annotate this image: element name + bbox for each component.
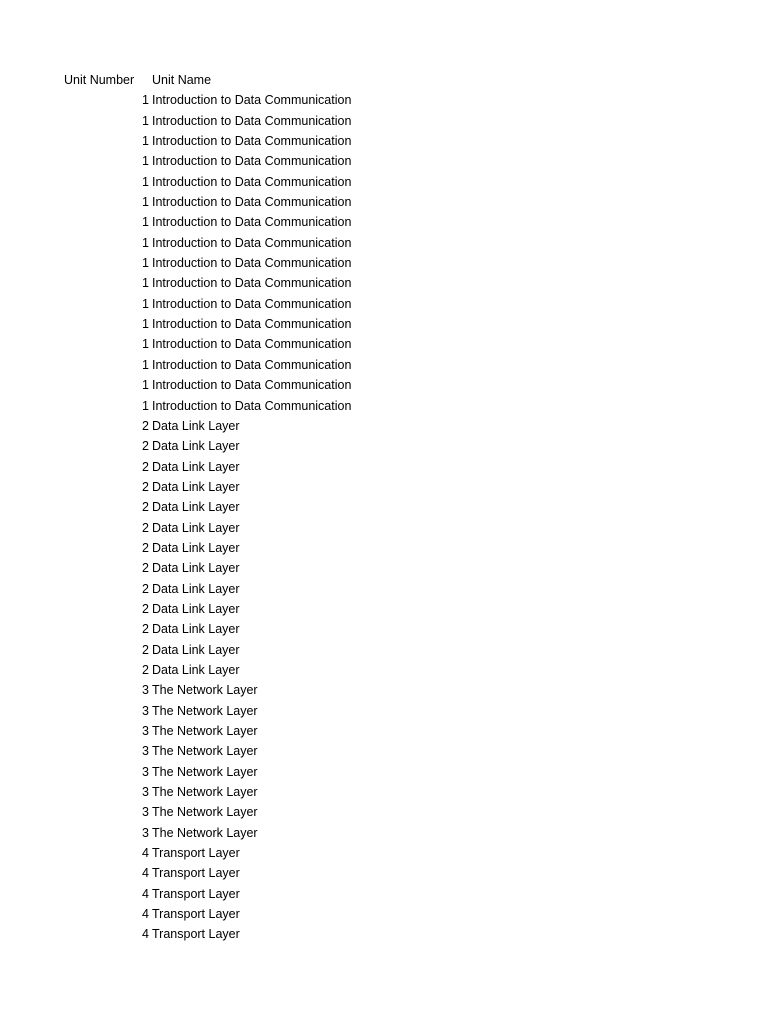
unit-number-cell: 3	[142, 683, 149, 698]
unit-name-cell: Data Link Layer	[152, 479, 240, 494]
table-row	[0, 192, 768, 212]
unit-number-cell: 4	[142, 907, 149, 922]
unit-name-cell: The Network Layer	[152, 785, 258, 800]
unit-number-cell: 3	[142, 724, 149, 738]
unit-name-cell: Introduction to Data Communication	[152, 154, 352, 169]
table-row	[0, 904, 768, 924]
unit-number-cell: 1	[142, 195, 149, 210]
unit-number-cell: 2	[142, 459, 149, 474]
unit-name-cell: Introduction to Data Communication	[152, 256, 352, 271]
table-row	[0, 436, 768, 456]
unit-number-cell: 1	[142, 154, 149, 169]
unit-name-cell: Data Link Layer	[152, 642, 240, 657]
table-row	[0, 823, 768, 843]
table-row	[0, 477, 768, 497]
table-row	[0, 680, 768, 700]
unit-name-cell: Introduction to Data Communication	[152, 195, 352, 210]
unit-name-cell: Introduction to Data Communication	[152, 357, 352, 372]
table-row	[0, 640, 768, 660]
unit-number-cell: 1	[142, 317, 149, 332]
unit-name-cell: Introduction to Data Communication	[152, 317, 352, 332]
table-row	[0, 396, 768, 416]
unit-name-cell: Introduction to Data Communication	[152, 378, 352, 393]
table-row	[0, 863, 768, 883]
table-row	[0, 172, 768, 192]
unit-name-cell: The Network Layer	[152, 764, 258, 779]
unit-name-cell: Transport Layer	[152, 866, 240, 881]
table-row	[0, 273, 768, 293]
unit-name-cell: Data Link Layer	[152, 520, 240, 535]
table-row	[0, 518, 768, 538]
unit-name-cell: Data Link Layer	[152, 662, 240, 677]
table-row	[0, 497, 768, 517]
unit-number-cell: 3	[142, 703, 149, 718]
header-unit-name: Unit Name	[152, 73, 212, 87]
table-row	[0, 334, 768, 354]
unit-name-cell: The Network Layer	[152, 703, 258, 718]
unit-number-cell: 2	[142, 439, 149, 454]
unit-number-cell: 4	[142, 927, 149, 942]
unit-number-cell: 3	[142, 785, 149, 800]
unit-number-cell: 1	[142, 215, 149, 230]
unit-name-cell: The Network Layer	[152, 744, 258, 759]
unit-name-cell: The Network Layer	[152, 805, 258, 820]
unit-name-cell: Introduction to Data Communication	[152, 398, 352, 413]
table-row	[0, 314, 768, 334]
table-row	[0, 619, 768, 639]
table-row	[0, 294, 768, 314]
unit-name-cell: Introduction to Data Communication	[152, 113, 352, 128]
unit-number-cell: 2	[142, 561, 149, 576]
table-row	[0, 599, 768, 619]
table-row	[0, 558, 768, 578]
unit-name-cell: Transport Layer	[152, 927, 240, 942]
table-row	[0, 253, 768, 273]
unit-number-cell: 2	[142, 540, 149, 555]
table-row	[0, 843, 768, 863]
unit-name-cell: The Network Layer	[152, 724, 258, 738]
unit-name-cell: Introduction to Data Communication	[152, 296, 352, 311]
table-row	[0, 538, 768, 558]
unit-number-cell: 2	[142, 500, 149, 515]
table-row	[0, 924, 768, 944]
unit-number-cell: 3	[142, 744, 149, 759]
unit-number-cell: 1	[142, 134, 149, 149]
table-row	[0, 233, 768, 253]
unit-number-cell: 1	[142, 296, 149, 311]
table-row	[0, 457, 768, 477]
header-unit-number: Unit Number	[64, 73, 135, 87]
table-row	[0, 660, 768, 680]
table-row	[0, 741, 768, 761]
table-row	[0, 701, 768, 721]
unit-name-cell: Transport Layer	[152, 886, 240, 901]
table-row	[0, 416, 768, 436]
unit-number-cell: 2	[142, 642, 149, 657]
unit-number-cell: 1	[142, 398, 149, 413]
unit-number-cell: 1	[142, 337, 149, 352]
table-row	[0, 762, 768, 782]
unit-number-cell: 1	[142, 235, 149, 250]
table-header-row	[0, 70, 768, 90]
unit-number-cell: 1	[142, 174, 149, 189]
unit-name-cell: Introduction to Data Communication	[152, 215, 352, 230]
unit-number-cell: 2	[142, 520, 149, 535]
unit-number-cell: 2	[142, 622, 149, 637]
table-row	[0, 90, 768, 110]
table-row	[0, 375, 768, 395]
unit-name-cell: Introduction to Data Communication	[152, 337, 352, 352]
unit-number-cell: 1	[142, 357, 149, 372]
unit-name-cell: The Network Layer	[152, 683, 258, 698]
table-row	[0, 884, 768, 904]
table-row	[0, 579, 768, 599]
unit-name-cell: Data Link Layer	[152, 601, 240, 616]
unit-name-cell: Introduction to Data Communication	[152, 174, 352, 189]
unit-name-cell: Transport Layer	[152, 907, 240, 922]
unit-table	[0, 70, 768, 945]
unit-number-cell: 3	[142, 764, 149, 779]
table-row	[0, 802, 768, 822]
unit-name-cell: Data Link Layer	[152, 418, 240, 433]
table-row	[0, 151, 768, 171]
unit-name-cell: Introduction to Data Communication	[152, 235, 352, 250]
unit-name-cell: Introduction to Data Communication	[152, 134, 352, 149]
unit-number-cell: 4	[142, 886, 149, 901]
unit-number-cell: 4	[142, 866, 149, 881]
table-row	[0, 355, 768, 375]
table-row	[0, 212, 768, 232]
unit-number-cell: 1	[142, 378, 149, 393]
unit-name-cell: Data Link Layer	[152, 500, 240, 515]
unit-name-cell: Data Link Layer	[152, 540, 240, 555]
unit-name-cell: Introduction to Data Communication	[152, 93, 352, 108]
table-row	[0, 721, 768, 741]
table-row	[0, 131, 768, 151]
table-row	[0, 782, 768, 802]
unit-name-cell: The Network Layer	[152, 825, 258, 840]
unit-number-cell: 2	[142, 418, 149, 433]
unit-name-cell: Data Link Layer	[152, 561, 240, 576]
unit-name-cell: Data Link Layer	[152, 459, 240, 474]
table-body	[0, 90, 768, 944]
unit-number-cell: 3	[142, 825, 149, 840]
unit-name-cell: Data Link Layer	[152, 581, 240, 596]
unit-number-cell: 1	[142, 276, 149, 291]
unit-name-cell: Data Link Layer	[152, 622, 240, 637]
unit-number-cell: 2	[142, 601, 149, 616]
unit-name-cell: Data Link Layer	[152, 439, 240, 454]
unit-number-cell: 1	[142, 113, 149, 128]
unit-number-cell: 1	[142, 256, 149, 271]
unit-number-cell: 2	[142, 479, 149, 494]
table-row	[0, 111, 768, 131]
unit-number-cell: 1	[142, 93, 149, 108]
unit-number-cell: 4	[142, 846, 149, 861]
unit-number-cell: 3	[142, 805, 149, 820]
unit-name-cell: Introduction to Data Communication	[152, 276, 352, 291]
unit-name-cell: Transport Layer	[152, 846, 240, 861]
unit-number-cell: 2	[142, 662, 149, 677]
unit-number-cell: 2	[142, 581, 149, 596]
